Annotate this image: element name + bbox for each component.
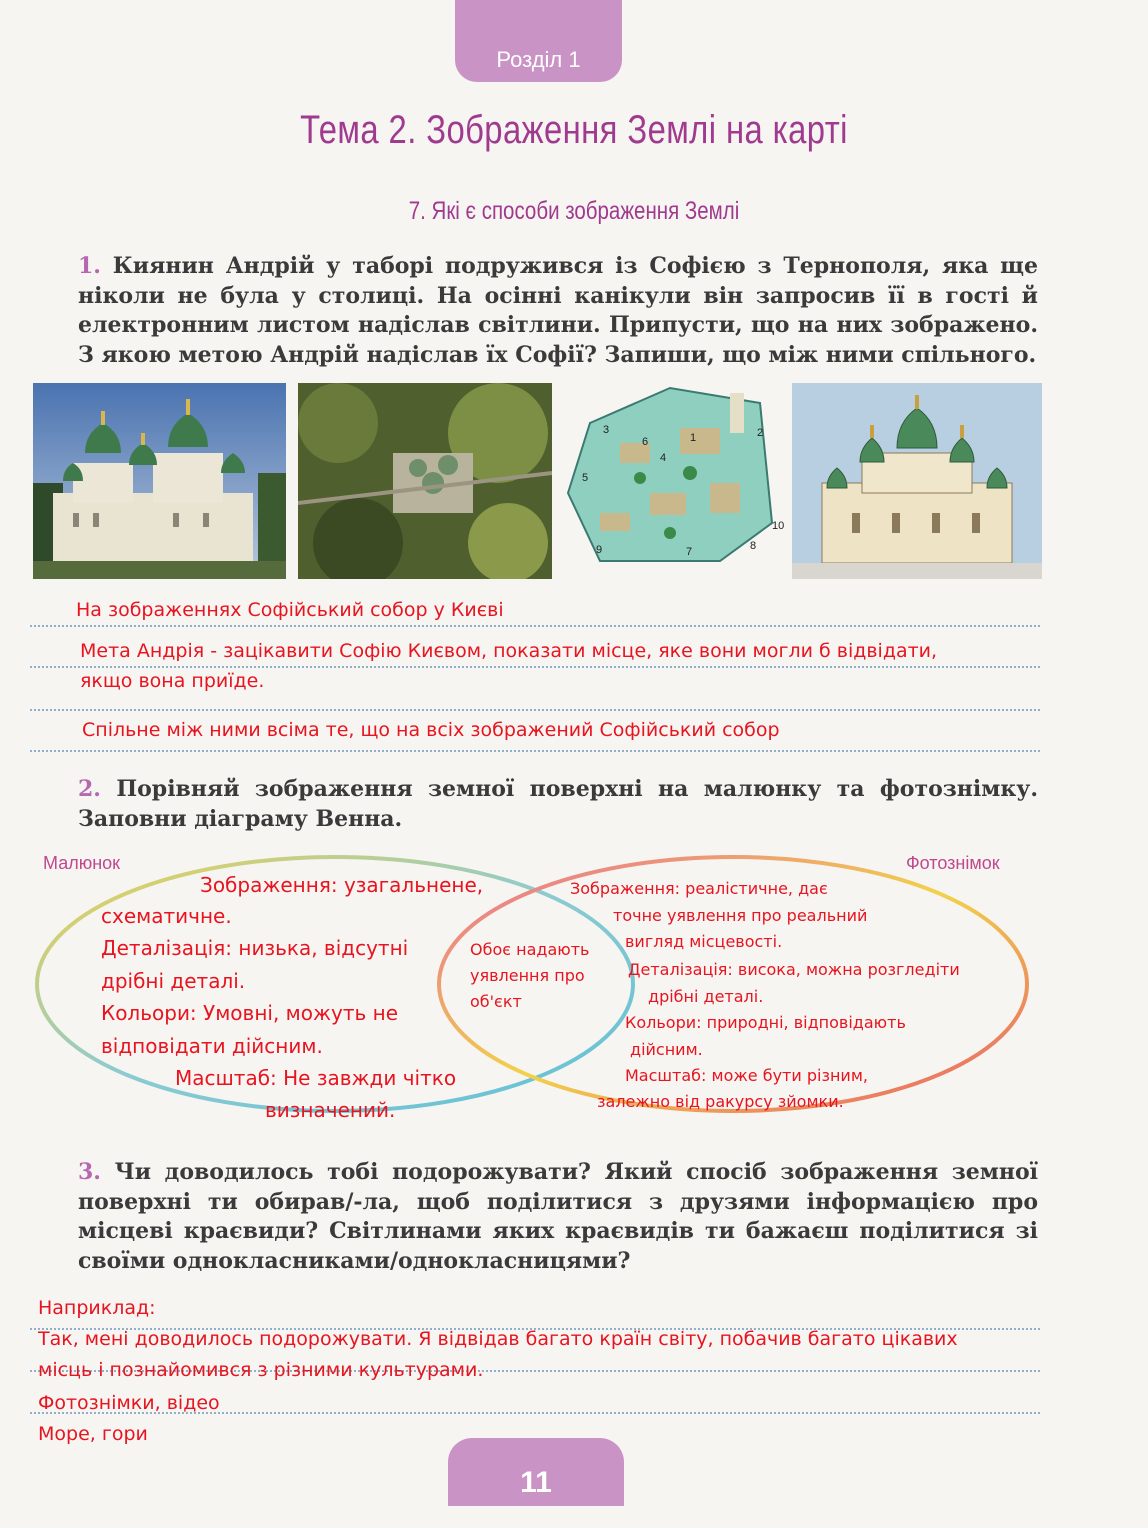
task-1-text: [78, 252, 1038, 370]
answer-line: [30, 625, 1040, 627]
task-3-answer: Так, мені доводилось подорожувати. Я відвідав багато країн світу, побачив багато цікавих: [38, 1328, 958, 1350]
map-number: 7: [686, 546, 693, 558]
map-number: 3: [603, 424, 610, 436]
task-1-answer: Спільне між ними всіма те, що на всіх зображений Софійський собор: [82, 719, 780, 741]
venn-left-text: відповідати дійсним.: [101, 1034, 323, 1058]
task-2-question: Порівняй зображення земної поверхні на малюнку та фотознімку. Заповни діаграму Венна.: [78, 776, 1038, 832]
venn-label-photo: Фотознімок: [906, 853, 1000, 873]
map-number: 6: [642, 436, 649, 448]
map-number: 2: [757, 427, 764, 439]
venn-right-text: точне уявлення про реальний: [613, 906, 868, 925]
map-number: 1: [690, 432, 697, 444]
task-3-answer: Море, гори: [38, 1423, 148, 1445]
cathedral-photo: [33, 383, 286, 579]
answer-line: [30, 709, 1040, 711]
cathedral-drawing: [792, 383, 1042, 579]
venn-right-text: вигляд місцевості.: [625, 932, 783, 951]
venn-right-text: Масштаб: може бути різним,: [625, 1066, 868, 1085]
venn-left-text: Кольори: Умовні, можуть не: [101, 1001, 399, 1025]
topic-title: Тема 2. Зображення Землі на карті: [300, 108, 848, 152]
task-2-number: 2.: [78, 776, 101, 802]
map-number: 9: [596, 544, 603, 556]
answer-line: [30, 666, 1040, 668]
map-number: 4: [660, 452, 667, 464]
venn-left-text: дрібні деталі.: [101, 969, 246, 993]
map-number: 10: [772, 520, 785, 532]
venn-center-text: об'єкт: [470, 992, 522, 1011]
task-1-answer: якщо вона приїде.: [80, 670, 265, 692]
task-3-text: [78, 1158, 1038, 1276]
map-number: 5: [582, 472, 589, 484]
venn-right-text: дійсним.: [630, 1040, 703, 1059]
task-1-answer: Мета Андрія - зацікавити Софію Києвом, показати місце, яке вони могли б відвідати,: [80, 640, 938, 662]
task-3-answer: Наприклад:: [38, 1297, 156, 1319]
venn-left-text: схематичне.: [101, 904, 232, 928]
task-3-answer: Фотознімки, відео: [38, 1392, 220, 1414]
venn-left-text: визначений.: [265, 1098, 396, 1122]
schematic-map: [560, 383, 792, 579]
venn-right-text: Деталізація: висока, можна розгледіти: [628, 960, 960, 979]
section-tab: Розділ 1: [455, 0, 622, 82]
venn-left-text: Масштаб: Не завжди чітко: [175, 1066, 457, 1090]
task-3-number: 3.: [78, 1159, 101, 1185]
page-number: 11: [448, 1438, 624, 1506]
task-1-answer: На зображеннях Софійський собор у Києві: [76, 599, 504, 621]
task-1-question: Киянин Андрій у таборі подружився із Софією з Тернополя, яка ще ніколи не була у столиці. На осінні канікули він запросив її в гості й електронним листом надіслав світлини. Припусти, що на них зображено. З якою метою Андрій надіслав їх Софії? Запиши, що між ними спільного.: [78, 253, 1038, 368]
venn-left-text: Деталізація: низька, відсутні: [101, 936, 409, 960]
task-3-question: Чи доводилось тобі подорожувати? Який спосіб зображення земної поверхні ти обирав/-ла, щоб поділитися з друзями інформацією про місцеві краєвиди? Світлинами яких краєвидів ти бажаєш поділитися зі своїми однокласниками/однокласницями?: [78, 1159, 1038, 1274]
venn-center-text: Обоє надають: [470, 940, 590, 959]
task-2-text: [78, 775, 1038, 834]
aerial-photo: [298, 383, 552, 579]
venn-right-text: дрібні деталі.: [648, 987, 764, 1006]
venn-right-text: Зображення: реалістичне, дає: [570, 879, 828, 898]
venn-right-text: Кольори: природні, відповідають: [625, 1013, 906, 1032]
venn-left-text: Зображення: узагальнене,: [200, 873, 484, 897]
venn-center-text: уявлення про: [470, 966, 585, 985]
lesson-title: 7. Які є способи зображення Землі: [408, 197, 740, 225]
answer-line: [30, 750, 1040, 752]
venn-right-text: залежно від ракурсу зйомки.: [597, 1092, 844, 1111]
venn-label-drawing: Малюнок: [43, 853, 121, 873]
map-number: 8: [750, 540, 757, 552]
task-1-number: 1.: [78, 253, 101, 279]
task-3-answer: місць і познайомився з різними культурами.: [38, 1359, 484, 1381]
